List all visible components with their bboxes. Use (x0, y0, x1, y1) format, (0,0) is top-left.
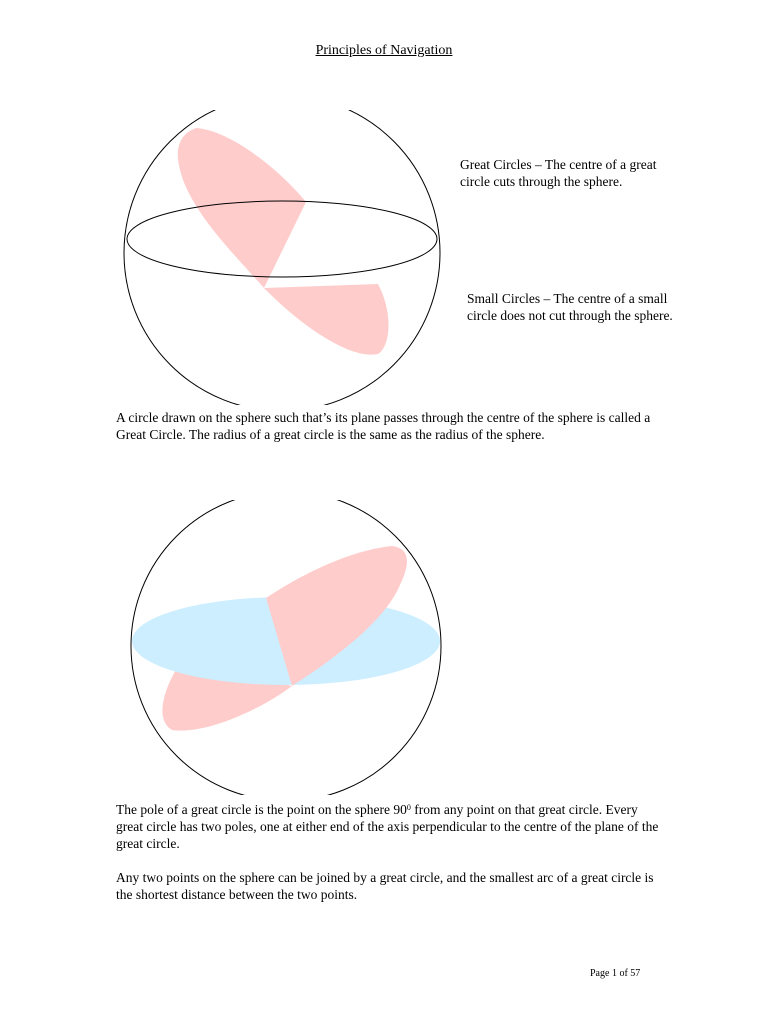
paragraph-text-start: The pole of a great circle is the point on the sphere 90 (116, 802, 407, 817)
page-number: Page 1 of 57 (590, 968, 641, 979)
great-circle-lower-lobe (264, 284, 389, 355)
sphere-outline (124, 110, 440, 405)
paragraph-text (116, 801, 661, 852)
poles-sphere-diagram (125, 500, 450, 795)
degree-superscript: 0 (406, 803, 411, 812)
great-circles-note: Great Circles – The centre of a great circle cuts through the sphere. (460, 157, 657, 189)
poles-paragraph (116, 801, 661, 903)
great-circle-upper-lobe (178, 128, 306, 288)
shortest-distance-paragraph: Any two points on the sphere can be joined by a great circle, and the smallest arc of a great circle is the shortest distance between the two points. (116, 870, 654, 902)
page-title: Principles of Navigation (315, 43, 453, 58)
paragraph-text: A circle drawn on the sphere such that’s its plane passes through the centre of the sphere is called a Great Circle. The radius of a great circle is the same as the radius of the sphere. (116, 410, 651, 442)
paragraph-text-end: from any point on that great circle. Every great circle has two poles, one at either end of the axis perpendicular to the centre of the plane of the great circle. (116, 802, 659, 851)
small-circles-note: Small Circles – The centre of a small circle does not cut through the sphere. (467, 291, 673, 323)
great-circle-sphere-diagram (110, 110, 455, 405)
great-circle-definition-paragraph (116, 409, 661, 443)
